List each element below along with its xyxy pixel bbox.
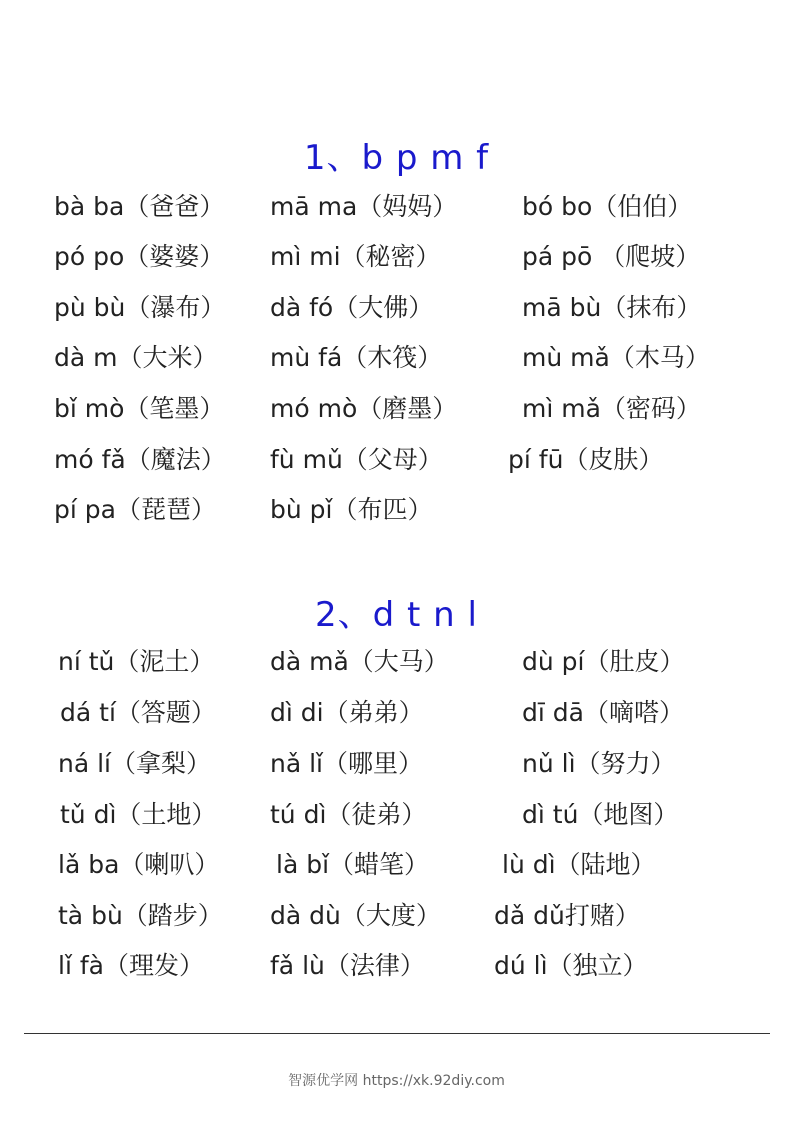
word-item: lù dì（陆地） — [502, 850, 656, 879]
word-item: mù mǎ（木马） — [522, 343, 710, 372]
footer-divider — [24, 1033, 770, 1034]
word-item: dǎ dǔ打赌） — [494, 901, 640, 930]
section2-heading: 2、d t n l — [315, 595, 478, 635]
word-item: pá pō （爬坡） — [522, 242, 701, 271]
word-item: mó mò（磨墨） — [270, 394, 458, 423]
word-item: dú lì（独立） — [494, 951, 648, 980]
word-item: dī dā（嘀嗒） — [522, 698, 684, 727]
word-item: bó bo（伯伯） — [522, 192, 693, 221]
word-item: dù pí（肚皮） — [522, 647, 685, 676]
word-item: ní tǔ（泥土） — [58, 647, 215, 676]
word-item: tà bù（踏步） — [58, 901, 223, 930]
word-item: fù mǔ（父母） — [270, 445, 443, 474]
word-item: mì mǎ（密码） — [522, 394, 701, 423]
word-item: dà dù（大度） — [270, 901, 441, 930]
word-item: mì mi（秘密） — [270, 242, 441, 271]
word-item: bà ba（爸爸） — [54, 192, 225, 221]
word-item: ná lí（拿梨） — [58, 749, 212, 778]
word-item: pí fū（皮肤） — [508, 445, 664, 474]
word-item: nǔ lì（努力） — [522, 749, 676, 778]
word-item: pí pa（琵琶） — [54, 495, 216, 524]
word-item: dá tí（答题） — [60, 698, 216, 727]
word-item: dì tú（地图） — [522, 800, 679, 829]
word-item: mā bù（抹布） — [522, 293, 702, 322]
word-item: pó po（婆婆） — [54, 242, 225, 271]
word-item: mù fá（木筏） — [270, 343, 443, 372]
word-item: dà mǎ（大马） — [270, 647, 449, 676]
word-item: dì di（弟弟） — [270, 698, 424, 727]
word-item: dà m（大米） — [54, 343, 218, 372]
word-item: tú dì（徒弟） — [270, 800, 427, 829]
word-item: bù pǐ（布匹） — [270, 495, 433, 524]
word-item: mā ma（妈妈） — [270, 192, 458, 221]
section1-heading: 1、b p m f — [303, 138, 490, 178]
word-item: lǐ fà（理发） — [58, 951, 204, 980]
word-item: dà fó（大佛） — [270, 293, 434, 322]
word-item: fǎ lù（法律） — [270, 951, 425, 980]
word-item: tǔ dì（土地） — [60, 800, 217, 829]
word-item: pù bù（瀑布） — [54, 293, 226, 322]
word-item: nǎ lǐ（哪里） — [270, 749, 424, 778]
word-item: lǎ ba（喇叭） — [58, 850, 220, 879]
word-item: là bǐ（蜡笔） — [276, 850, 430, 879]
footer-source: 智源优学网 https://xk.92diy.com — [288, 1073, 505, 1089]
word-item: bǐ mò（笔墨） — [54, 394, 225, 423]
word-item: mó fǎ（魔法） — [54, 445, 226, 474]
